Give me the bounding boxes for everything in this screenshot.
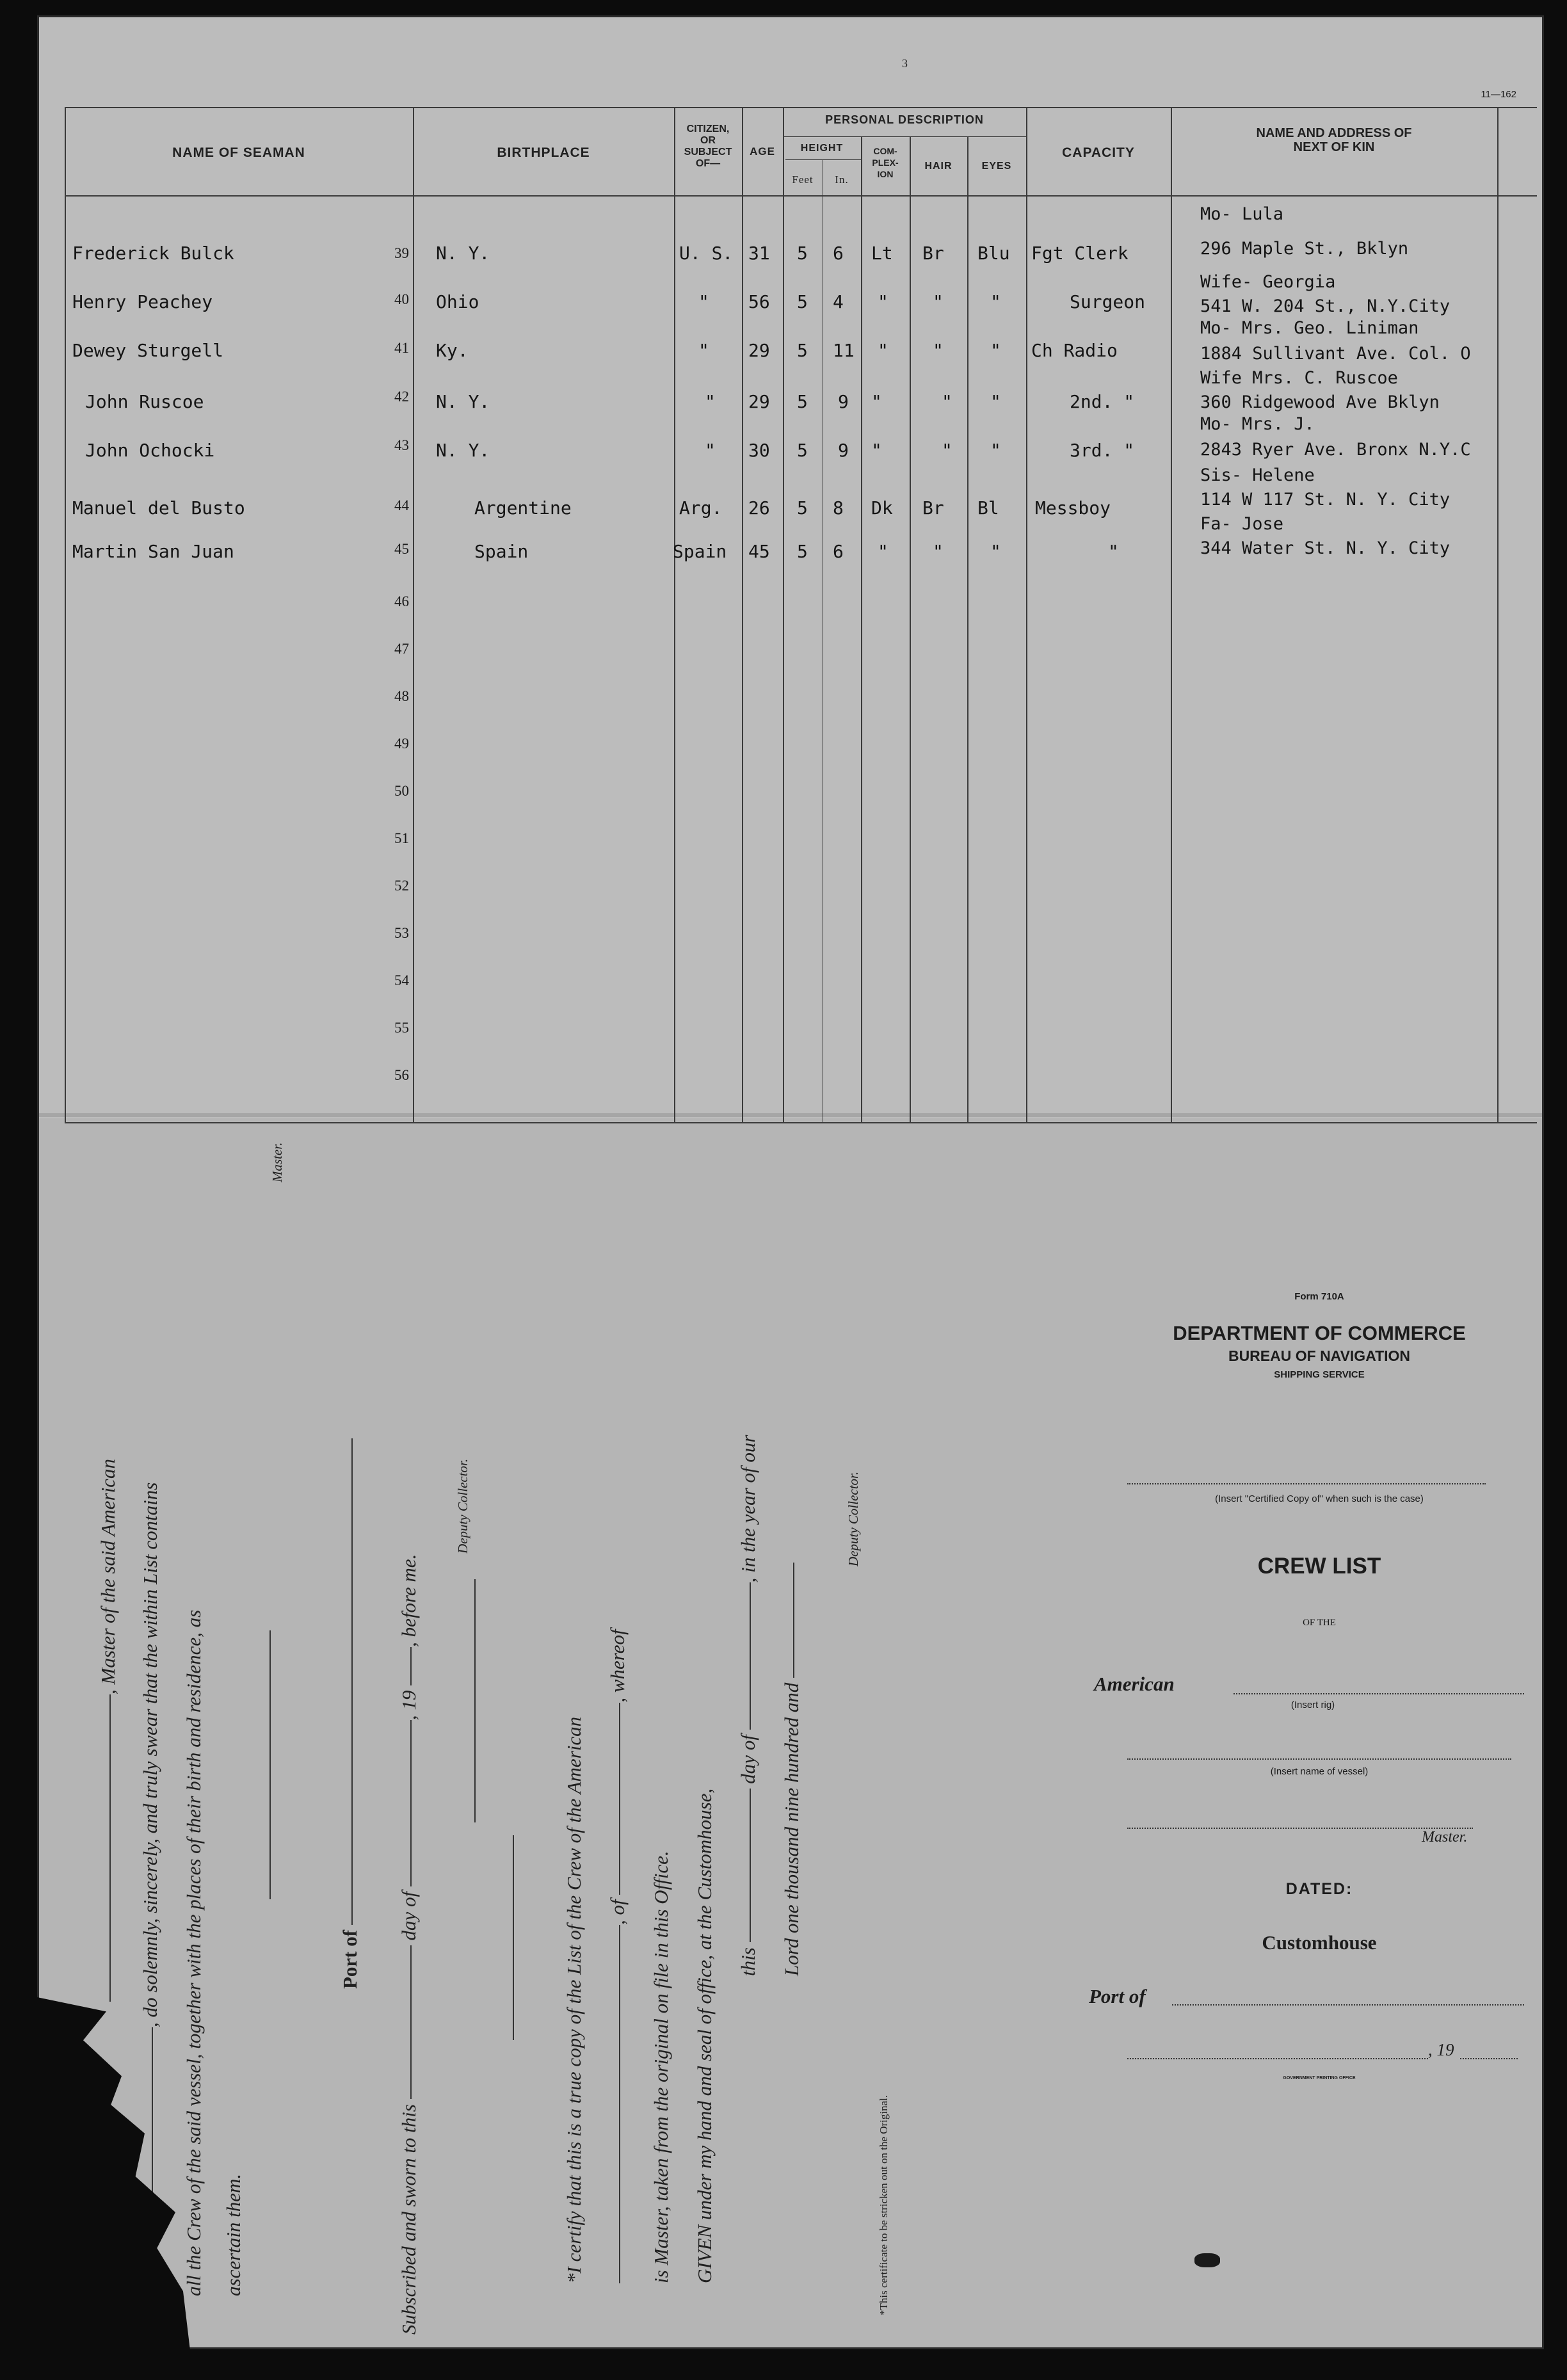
next-of-kin-name: Mo- Mrs. Geo. Liniman xyxy=(1200,318,1419,338)
height-feet: 5 xyxy=(797,440,808,461)
next-of-kin-name: Sis- Helene xyxy=(1200,465,1315,485)
birthplace: Spain xyxy=(474,541,529,562)
age: 29 xyxy=(748,340,770,361)
master-label: Master. xyxy=(269,1142,285,1182)
crew-list-sheet xyxy=(37,15,1544,2349)
age: 26 xyxy=(748,497,770,519)
age: 56 xyxy=(748,291,770,312)
col-header-capacity: CAPACITY xyxy=(1062,145,1135,160)
row-number: 39 xyxy=(394,245,409,261)
seaman-name: Dewey Sturgell xyxy=(72,340,224,361)
certificate-footnote: *This certificate to be stricken out on the Original. xyxy=(878,2095,890,2315)
customhouse-label: Customhouse xyxy=(1262,1931,1377,1954)
complexion: Lt xyxy=(871,243,893,264)
capacity: Surgeon xyxy=(1070,291,1146,312)
row-number: 43 xyxy=(394,437,409,453)
col-header-citizen: CITIZEN, OR SUBJECT OF— xyxy=(684,124,732,169)
complexion: " xyxy=(878,291,888,312)
row-number: 48 xyxy=(394,688,409,704)
height-feet: 5 xyxy=(797,291,808,312)
next-of-kin-address: 296 Maple St., Bklyn xyxy=(1200,239,1409,259)
row-number: 41 xyxy=(394,340,409,356)
table-top-rule xyxy=(65,107,1537,108)
height-feet: 5 xyxy=(797,391,808,412)
oath-certificate-block xyxy=(77,1131,999,2335)
seaman-name: Henry Peachey xyxy=(72,291,213,312)
seaman-name: John Ochocki xyxy=(85,440,215,461)
col-header-inches: In. xyxy=(835,173,849,186)
ink-stain xyxy=(1194,2253,1220,2267)
col-header-kin: NAME AND ADDRESS OF NEXT OF KIN xyxy=(1256,126,1412,154)
height-inches: 8 xyxy=(833,497,844,519)
col-line xyxy=(674,107,675,1122)
height-inches: 6 xyxy=(833,541,844,562)
col-header-birthplace: BIRTHPLACE xyxy=(497,145,590,160)
hair: Br xyxy=(922,243,944,264)
age: 31 xyxy=(748,243,770,264)
port-line xyxy=(1172,2004,1524,2006)
eyes: " xyxy=(990,541,1001,562)
citizenship: " xyxy=(705,440,716,461)
american-label: American xyxy=(1094,1673,1175,1695)
age: 45 xyxy=(748,541,770,562)
personal-desc-rule xyxy=(783,136,1026,137)
rig-line xyxy=(1234,1693,1524,1694)
year-line xyxy=(1460,2058,1518,2059)
seaman-name: Frederick Bulck xyxy=(72,243,234,264)
col-line xyxy=(1171,107,1172,1122)
next-of-kin-address: 360 Ridgewood Ave Bklyn xyxy=(1200,392,1440,412)
seaman-name: John Ruscoe xyxy=(85,391,204,412)
row-number: 45 xyxy=(394,541,409,557)
next-of-kin-name: Fa- Jose xyxy=(1200,514,1284,534)
next-of-kin-address: 541 W. 204 St., N.Y.City xyxy=(1200,296,1450,316)
eyes: " xyxy=(990,391,1001,412)
cover-panel xyxy=(1089,1291,1544,2226)
eyes: " xyxy=(990,340,1001,361)
col-line xyxy=(1026,107,1027,1122)
oath-line-4: ascertain them. xyxy=(222,2173,245,2296)
form-number: Form 710A xyxy=(1294,1291,1344,1302)
port-label: Port of xyxy=(339,1438,362,1989)
row-number: 51 xyxy=(394,830,409,846)
row-number: 46 xyxy=(394,593,409,609)
eyes: Blu xyxy=(977,243,1010,264)
capacity: 2nd. " xyxy=(1070,391,1135,412)
col-header-complexion: COM- PLEX- ION xyxy=(872,146,899,179)
complexion: " xyxy=(871,440,882,461)
row-number: 49 xyxy=(394,736,409,752)
hair: " xyxy=(942,391,952,412)
col-line xyxy=(65,107,66,1122)
hair: Br xyxy=(922,497,944,519)
citizenship: Arg. xyxy=(679,497,723,519)
hair: " xyxy=(942,440,952,461)
seaman-name: Martin San Juan xyxy=(72,541,234,562)
master-label: Master. xyxy=(1422,1829,1468,1845)
birthplace: N. Y. xyxy=(436,243,490,264)
col-line xyxy=(910,136,911,1122)
row-number: 40 xyxy=(394,291,409,307)
row-number: 55 xyxy=(394,1020,409,1036)
birthplace: Ky. xyxy=(436,340,469,361)
col-line xyxy=(742,107,743,1122)
top-mark: 3 xyxy=(902,57,908,70)
row-number: 52 xyxy=(394,878,409,894)
header-bottom-rule xyxy=(65,195,1537,197)
insert-name-note: (Insert name of vessel) xyxy=(1270,1766,1369,1777)
height-inches: 9 xyxy=(838,440,849,461)
complexion: " xyxy=(878,340,888,361)
height-feet: 5 xyxy=(797,340,808,361)
eyes: " xyxy=(990,291,1001,312)
col-header-feet: Feet xyxy=(792,173,814,186)
col-line xyxy=(783,107,784,1122)
eyes: " xyxy=(990,440,1001,461)
height-inches: 9 xyxy=(838,391,849,412)
hair: " xyxy=(933,291,944,312)
certificate-line-6: Lord one thousand nine hundred and xyxy=(780,1563,803,1976)
insert-rig-note: (Insert rig) xyxy=(1290,1700,1335,1710)
eyes: Bl xyxy=(977,497,999,519)
birthplace: N. Y. xyxy=(436,391,490,412)
height-feet: 5 xyxy=(797,541,808,562)
master-signature-line xyxy=(244,1630,271,1899)
dated-label: DATED: xyxy=(1285,1880,1353,1898)
sworn-line: Subscribed and sworn to this day of , 19 , before me. xyxy=(398,1554,420,2335)
printing-office: GOVERNMENT PRINTING OFFICE xyxy=(1283,2076,1356,2080)
row-number: 47 xyxy=(394,641,409,657)
oath-line-2: , do solemnly, sincerely, and truly swear that the within List contains xyxy=(139,1483,162,2258)
hair: " xyxy=(933,541,944,562)
vessel-name-line xyxy=(1127,1758,1511,1760)
certificate-line-1: *I certify that this is a true copy of the List of the Crew of the American xyxy=(563,1716,585,2283)
row-number: 50 xyxy=(394,783,409,799)
certificate-line-3: is Master, taken from the original on file in this Office. xyxy=(650,1851,672,2283)
age: 30 xyxy=(748,440,770,461)
separator-rule xyxy=(513,1835,514,2040)
certificate-line-5: this day of , in the year of our xyxy=(737,1435,759,1976)
certificate-deputy-label: Deputy Collector. xyxy=(846,1471,861,1566)
height-inches: 11 xyxy=(833,340,855,361)
row-number: 56 xyxy=(394,1067,409,1083)
height-feet: 5 xyxy=(797,497,808,519)
citizenship: " xyxy=(705,391,716,412)
row-number: 44 xyxy=(394,497,409,513)
birthplace: N. Y. xyxy=(436,440,490,461)
citizenship: Spain xyxy=(673,541,727,562)
next-of-kin-name: Wife Mrs. C. Ruscoe xyxy=(1200,368,1398,388)
table-bottom-rule xyxy=(65,1122,1537,1123)
capacity: 3rd. " xyxy=(1070,440,1135,461)
complexion: " xyxy=(878,541,888,562)
citizenship: " xyxy=(698,291,709,312)
complexion: " xyxy=(871,391,882,412)
col-header-personal: PERSONAL DESCRIPTION xyxy=(825,113,984,126)
hair: " xyxy=(933,340,944,361)
row-number: 53 xyxy=(394,925,409,941)
deputy-signature-line xyxy=(455,1579,476,1822)
year-label: , 19 xyxy=(1428,2040,1454,2059)
birthplace: Argentine xyxy=(474,497,572,519)
birthplace: Ohio xyxy=(436,291,479,312)
seaman-name: Manuel del Busto xyxy=(72,497,245,519)
crew-list-title: CREW LIST xyxy=(1257,1554,1381,1579)
master-line xyxy=(1127,1828,1473,1829)
certificate-line-2: , of , whereof xyxy=(606,1629,629,2283)
col-header-name: NAME OF SEAMAN xyxy=(172,145,305,160)
complexion: Dk xyxy=(871,497,893,519)
col-header-hair: HAIR xyxy=(924,161,952,172)
service-title: SHIPPING SERVICE xyxy=(1274,1369,1365,1380)
col-header-eyes: EYES xyxy=(981,161,1012,172)
bureau-title: BUREAU OF NAVIGATION xyxy=(1228,1347,1411,1364)
of-the-label: OF THE xyxy=(1303,1618,1336,1628)
citizenship: " xyxy=(698,340,709,361)
row-number: 54 xyxy=(394,972,409,988)
col-header-height: HEIGHT xyxy=(800,143,844,154)
date-line xyxy=(1127,2058,1428,2059)
height-inches: 6 xyxy=(833,243,844,264)
oath-line-3: all the Crew of the said vessel, together with the places of their birth and residence, as xyxy=(182,1609,205,2296)
form-code: 11—162 xyxy=(1481,89,1516,100)
deputy-collector-label: Deputy Collector. xyxy=(455,1458,470,1554)
next-of-kin-address: 344 Water St. N. Y. City xyxy=(1200,538,1450,558)
citizenship: U. S. xyxy=(679,243,734,264)
col-line xyxy=(861,136,862,1122)
insert-certified-note: (Insert "Certified Copy of" when such is the case) xyxy=(1215,1493,1424,1504)
col-line xyxy=(413,107,414,1122)
certificate-line-4: GIVEN under my hand and seal of office, at the Customhouse, xyxy=(693,1788,716,2283)
next-of-kin-address: 1884 Sullivant Ave. Col. O xyxy=(1200,344,1471,364)
col-line xyxy=(1497,107,1499,1122)
next-of-kin-name: Mo- Mrs. J. xyxy=(1200,414,1315,434)
certified-copy-line xyxy=(1127,1483,1486,1484)
capacity: " xyxy=(1108,541,1119,562)
height-inches: 4 xyxy=(833,291,844,312)
next-of-kin-address: 114 W 117 St. N. Y. City xyxy=(1200,490,1450,510)
height-feet: 5 xyxy=(797,243,808,264)
col-header-age: AGE xyxy=(750,145,775,157)
capacity: Fgt Clerk xyxy=(1031,243,1129,264)
col-line xyxy=(967,136,968,1122)
fold-line xyxy=(39,1113,1542,1117)
port-of-label: Port of xyxy=(1089,1985,1146,2007)
row-number: 42 xyxy=(394,389,409,405)
next-of-kin-address: 2843 Ryer Ave. Bronx N.Y.C xyxy=(1200,440,1471,460)
capacity: Messboy xyxy=(1035,497,1111,519)
department-title: DEPARTMENT OF COMMERCE xyxy=(1173,1322,1466,1344)
next-of-kin-name: Mo- Lula xyxy=(1200,204,1284,224)
next-of-kin-name: Wife- Georgia xyxy=(1200,272,1336,292)
capacity: Ch Radio xyxy=(1031,340,1118,361)
age: 29 xyxy=(748,391,770,412)
height-rule xyxy=(785,159,861,160)
oath-line-1: , Master of the said American xyxy=(97,1459,120,2002)
